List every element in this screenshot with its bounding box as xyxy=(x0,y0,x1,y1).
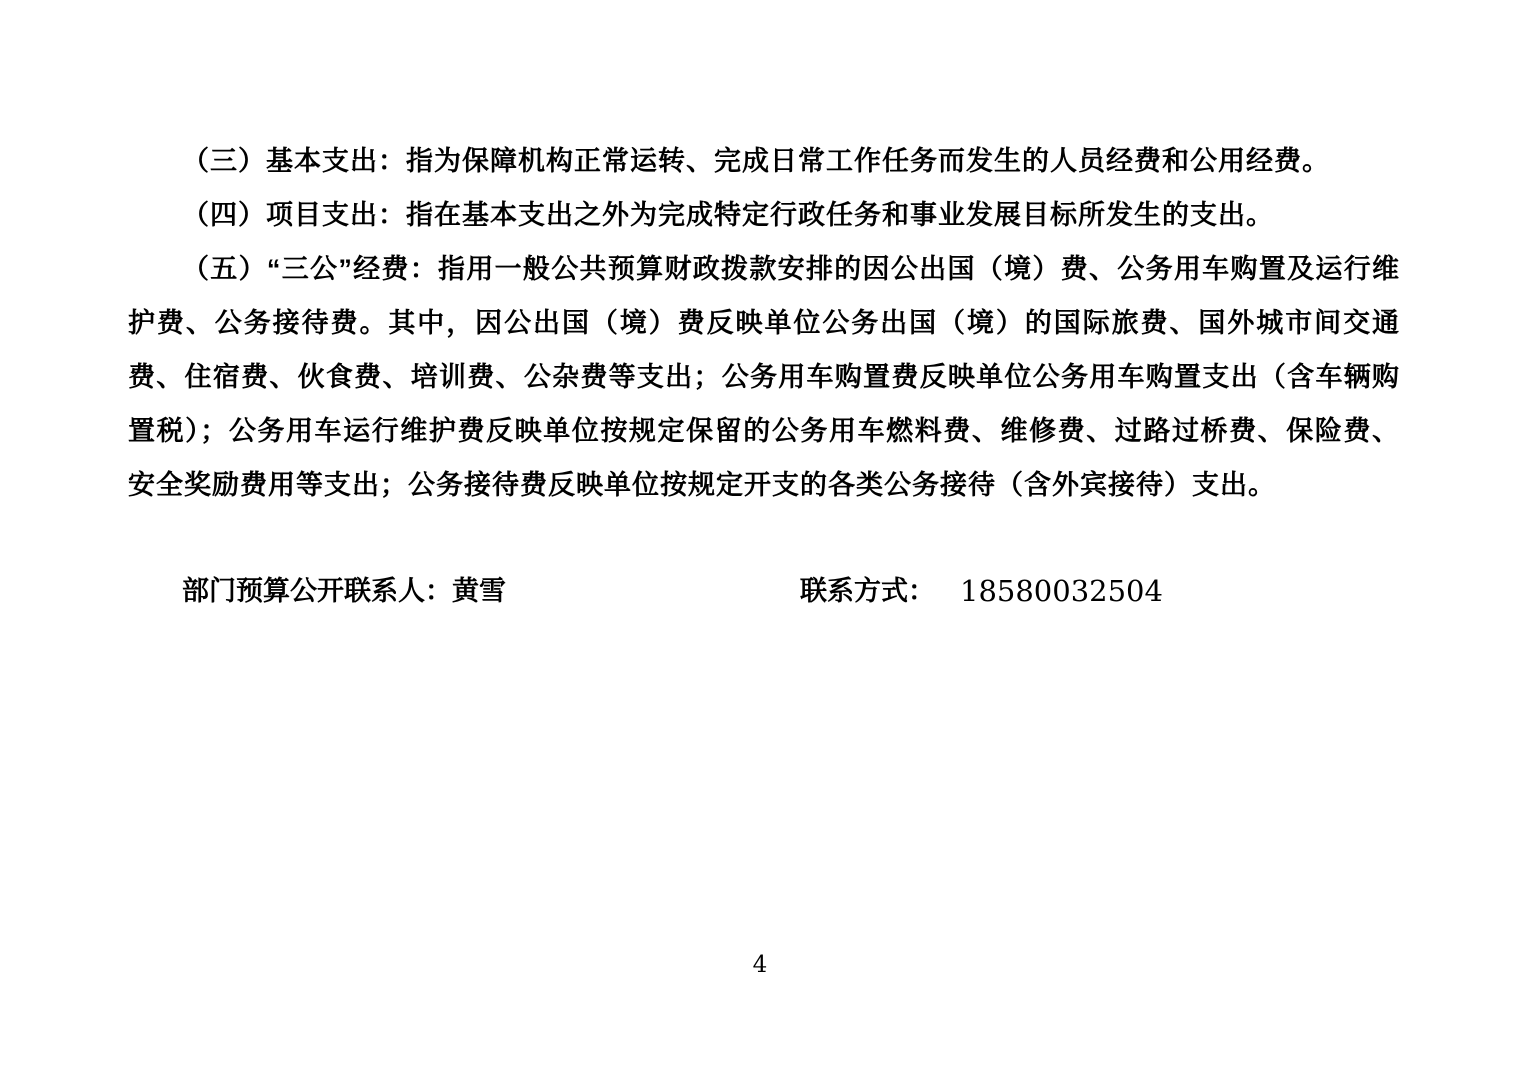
page-number: 4 xyxy=(752,952,768,978)
paragraph-basic-expenditure: （三）基本支出：指为保障机构正常运转、完成日常工作任务而发生的人员经费和公用经费。 xyxy=(182,146,1330,176)
paragraph-three-public-funds: （五）“三公”经费：指用一般公共预算财政拨款安排的因公出国（境）费、公务用车购置及运行维护费、公务接待费。其中，因公出国（境）费反映单位公务出国（境）的国际旅费、国外城市间交通费、住宿费、伙食费、培训费、公杂费等支出；公务用车购置费反映单位公务用车购置支出（含车辆购置税）；公务用车运行维护费反映单位按规定保留的公务用车燃料费、维修费、过路过桥费、保险费、安全奖励费用等支出；公务接待费反映单位按规定开支的各类公务接待（含外宾接待）支出。 xyxy=(128,254,1400,500)
contact-person: 部门预算公开联系人：黄雪 xyxy=(182,576,506,606)
contact-method-label: 联系方式： xyxy=(800,576,935,606)
contact-row xyxy=(128,564,1400,618)
paragraph-project-expenditure: （四）项目支出：指在基本支出之外为完成特定行政任务和事业发展目标所发生的支出。 xyxy=(182,200,1274,230)
page-content xyxy=(128,134,1400,618)
contact-phone: 18580032504 xyxy=(960,574,1163,608)
